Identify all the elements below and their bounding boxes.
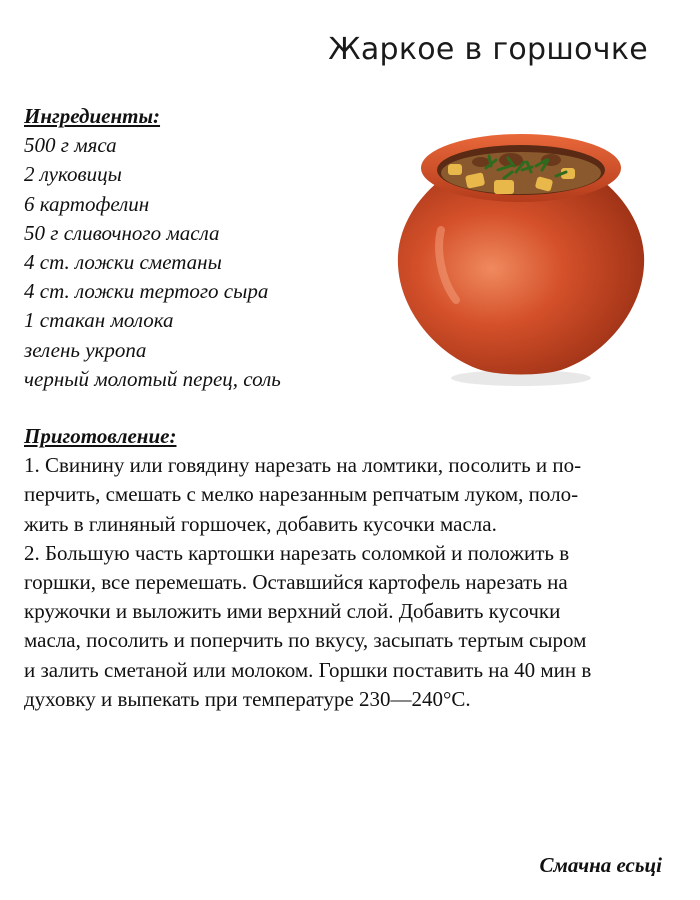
preparation-line: 1. Свинину или говядину нарезать на ломтики, посолить и по- <box>24 453 582 478</box>
page-title: Жаркое в горшочке <box>328 32 648 67</box>
preparation-line: кружочки и выложить ими верхний слой. Добавить кусочки <box>24 599 561 624</box>
preparation-line: перчить, смешать с мелко нарезанным репчатым луком, поло- <box>24 482 579 507</box>
ingredient-item: 2 луковицы <box>24 162 122 187</box>
ingredients-section <box>24 102 281 394</box>
ingredient-item: 6 картофелин <box>24 191 150 216</box>
ingredient-list <box>24 131 281 394</box>
preparation-section <box>24 422 674 714</box>
ingredient-item: 1 стакан молока <box>24 308 174 333</box>
preparation-line: жить в глиняный горшочек, добавить кусочки масла. <box>24 511 497 536</box>
ingredient-item: 4 ст. ложки сметаны <box>24 250 222 275</box>
preparation-line: масла, посолить и поперчить по вкусу, засыпать тертым сыром <box>24 628 587 653</box>
ingredient-item: черный молотый перец, соль <box>24 366 281 391</box>
ingredient-item: 500 г мяса <box>24 133 117 158</box>
preparation-line: и залить сметаной или молоком. Горшки поставить на 40 мин в <box>24 657 592 682</box>
preparation-line: 2. Большую часть картошки нарезать соломкой и положить в <box>24 540 570 565</box>
preparation-line: горшки, все перемешать. Оставшийся картофель нарезать на <box>24 570 568 595</box>
preparation-line: духовку и выпекать при температуре 230—240°С. <box>24 686 471 711</box>
signature-text: Смачна есьці <box>539 853 662 877</box>
ingredient-item: зелень укропа <box>24 337 147 362</box>
ingredient-item: 4 ст. ложки тертого сыра <box>24 279 269 304</box>
ingredients-heading: Ингредиенты: <box>24 104 161 128</box>
preparation-heading: Приготовление: <box>24 424 177 448</box>
clay-pot-with-stew-image <box>386 120 656 390</box>
pot-body <box>398 182 644 375</box>
ingredient-item: 50 г сливочного масла <box>24 220 220 245</box>
